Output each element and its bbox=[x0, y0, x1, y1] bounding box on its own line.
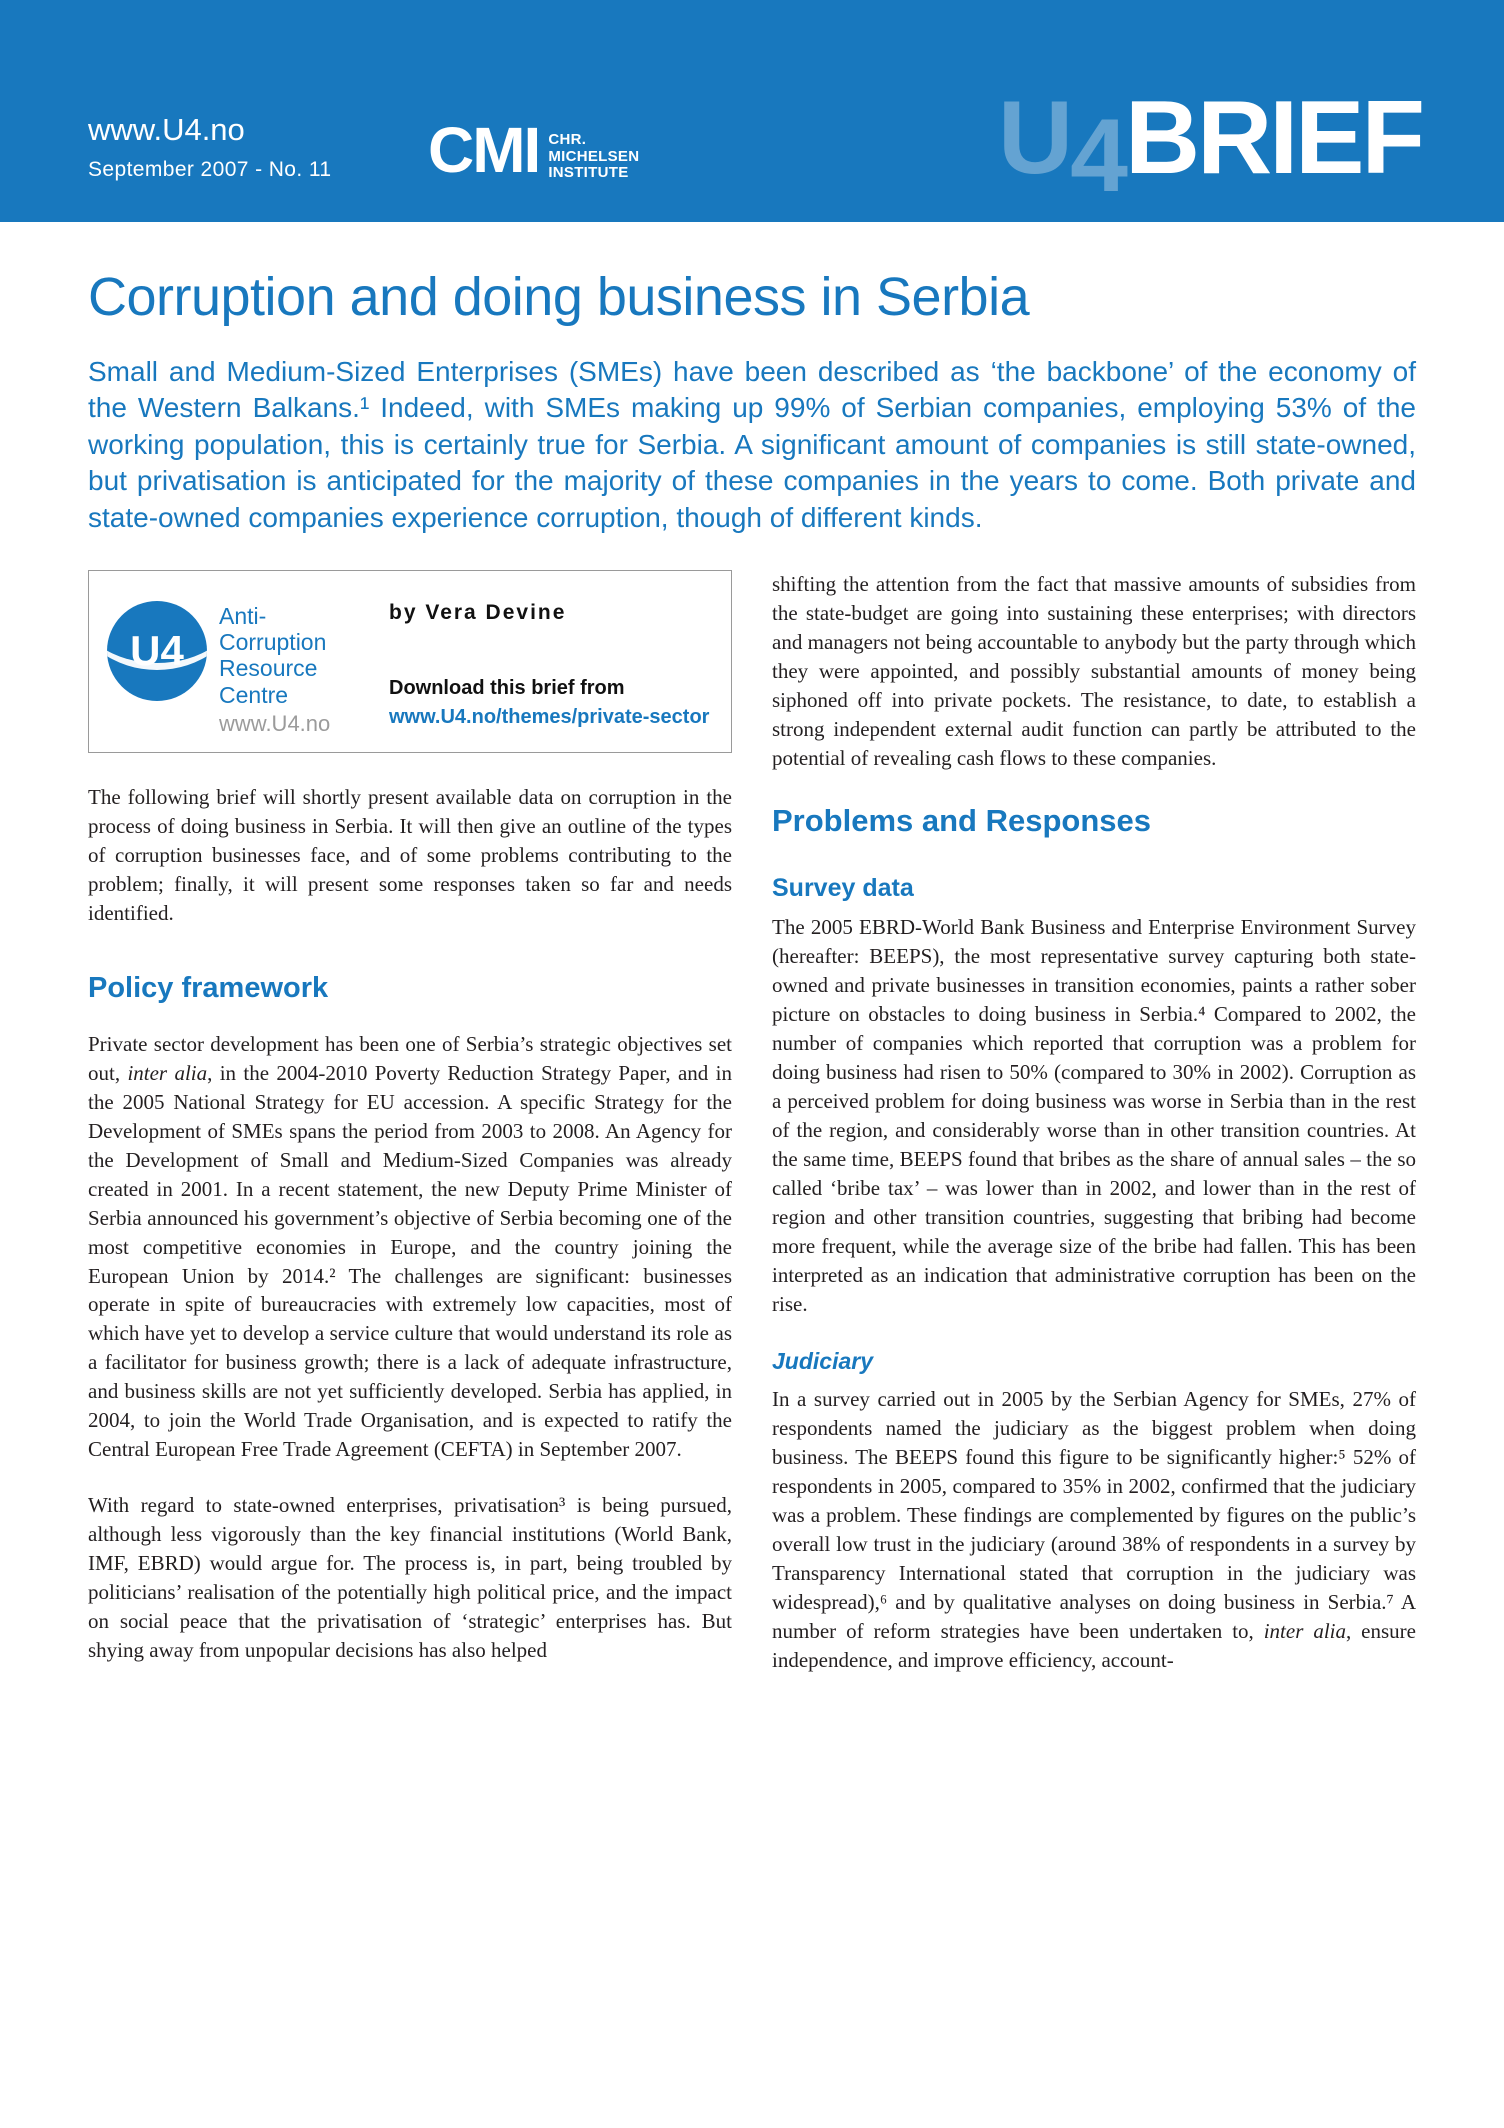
site-url: www.U4.no bbox=[88, 112, 245, 147]
intro-paragraph: The following brief will shortly present available data on corruption in the process of doing business in Serbia. It will then give an outline of the types of corruption businesses face, and of some problems contributing to the problem; finally, it will present some responses taken so far and needs identified. bbox=[88, 784, 732, 925]
org-name-line1: Anti- bbox=[219, 602, 267, 629]
problems-responses-heading: Problems and Responses bbox=[772, 802, 1152, 838]
survey-data-heading: Survey data bbox=[772, 873, 914, 902]
left-column bbox=[88, 570, 732, 1702]
u4brief-u4 bbox=[998, 80, 1125, 214]
judiciary-heading: Judiciary bbox=[772, 1347, 873, 1374]
judiciary-text-a: In a survey carried out in 2005 by the Serbian Agency for SMEs, 27% of respondents named the judiciary as the biggest problem when doing business. The BEEPS found this figure to be significantly higher:⁵ 52% of respondents in 2005, compared to 35% in 2002, confirmed that the judiciary was a problem. These findings are complemented by figures on the public’s overall low trust in the judiciary (around 38% of respondents in a survey by Transparency International stated that corruption in the judiciary was widespread),⁶ and by qualitative analyses on doing business in Serbia.⁷ A number of reform strategies have been undertaken to, bbox=[772, 1387, 1416, 1644]
policy-p1-italic: inter alia bbox=[127, 1060, 208, 1085]
policy-paragraph-2: With regard to state-owned enterprises, privatisation³ is being pursued, although less vigorously than the key financial institutions (World Bank, IMF, EBRD) would argue for. The process is, in part, being troubled by politicians’ realisation of the potentially high political price, and the impact on social peace that the privatisation of ‘strategic’ enterprises has. But shying away from unpopular decisions has also helped bbox=[88, 1493, 732, 1663]
page-title: Corruption and doing business in Serbia bbox=[88, 267, 1030, 327]
policy-p1-text-b: , in the 2004-2010 Poverty Reduction Strategy Paper, and in the 2005 National Strategy for EU accession. A specific Strategy for the Development of SMEs spans the period from 2003 to 2008. An Agency for the Development of Small and Medium-Sized Companies was already created in 2001. In a recent statement, the new Deputy Prime Minister of Serbia announced his government’s objective of Serbia becoming one of the most competitive economies in Europe, and the country joining the European Union by 2014.² The challenges are significant: businesses operate in spite of bureaucracies with extremely low capacities, most of which have yet to develop a service culture that would understand its role as a facilitator for business growth; there is a lack of adequate infrastructure, and business skills are not yet sufficiently developed. Serbia has applied, in 2004, to join the World Trade Organisation, and is expected to ratify the Central European Free Trade Agreement (CEFTA) in September 2007. bbox=[88, 1060, 732, 1462]
cmi-name-line2: MICHELSEN bbox=[548, 147, 640, 165]
org-name-line4: Centre bbox=[219, 681, 289, 708]
policy-paragraph-1 bbox=[88, 1030, 732, 1465]
org-url: www.U4.no bbox=[219, 710, 331, 736]
cmi-institute-name bbox=[548, 132, 639, 182]
lead-paragraph: Small and Medium-Sized Enterprises (SMEs) have been described as ‘the backbone’ of the economy of the Western Balkans.¹ Indeed, with SMEs making up 99% of Serbian companies, employing 53% of the working population, this is certainly true for Serbia. A significant amount of companies is still state-owned, but privatisation is anticipated for the majority of these companies in the years to come. Both private and state-owned companies experience corruption, though of different kinds. bbox=[88, 356, 1416, 533]
u4-circle-logo bbox=[107, 601, 207, 701]
info-box-details bbox=[379, 587, 713, 736]
u4brief-brief: BRIEF bbox=[1125, 80, 1422, 196]
u4-logo-text: U4 bbox=[130, 626, 184, 674]
continuation-paragraph: shifting the attention from the fact that massive amounts of subsidies from the state-budget are going into sustaining these enterprises; with directors and managers not being accountable to anybody but the party through which they were appointed, and possibly substantial amounts of money being siphoned off into private pockets. The resistance, to date, to establish a strong independent external audit function can partly be attributed to the potential of revealing cash flows to these companies. bbox=[772, 571, 1416, 770]
download-block bbox=[389, 675, 713, 732]
two-column-layout bbox=[88, 570, 1416, 1702]
cmi-logo bbox=[428, 114, 640, 186]
org-name-line2: Corruption bbox=[219, 629, 327, 656]
u4brief-logo bbox=[998, 80, 1422, 214]
cmi-abbreviation: CMI bbox=[428, 114, 540, 186]
header-band bbox=[0, 0, 1504, 222]
policy-framework-heading: Policy framework bbox=[88, 971, 329, 1004]
org-name-block bbox=[219, 603, 330, 736]
u4brief-4: 4 bbox=[1070, 98, 1125, 214]
info-box-branding bbox=[107, 587, 379, 736]
article-body bbox=[0, 266, 1504, 1702]
byline: by Vera Devine bbox=[389, 600, 567, 624]
cmi-name-line3: INSTITUTE bbox=[548, 164, 629, 181]
download-link[interactable]: www.U4.no/themes/private-sector bbox=[389, 705, 710, 728]
judiciary-text-b: , ensure independence, and improve efficiency, account- bbox=[772, 1619, 1416, 1673]
info-box bbox=[88, 570, 732, 753]
cmi-name-line1: CHR. bbox=[548, 131, 587, 148]
issue-date: September 2007 - No. 11 bbox=[88, 158, 332, 181]
u4brief-u: U bbox=[998, 80, 1071, 196]
survey-paragraph: The 2005 EBRD-World Bank Business and Enterprise Environment Survey (hereafter: BEEPS), the most representative survey capturing both state-owned and private businesses in transition economies, paints a rather sober picture on obstacles to doing business in Serbia.⁴ Compared to 2002, the number of companies which reported that corruption was a problem for doing business had risen to 50% (compared to 30% in 2002). Corruption as a perceived problem for doing business was worse in Serbia than in the rest of the region, and considerably worse than in other transition countries. At the same time, BEEPS found that bribes as the share of annual sales – the so called ‘bribe tax’ – was lower than in 2002, and lower than in the rest of region and other transition countries, suggesting that bribing had become more frequent, while the average size of the bribe had fallen. This has been interpreted as an indication that administrative corruption has been on the rise. bbox=[772, 915, 1416, 1316]
download-label: Download this brief from bbox=[389, 677, 625, 700]
judiciary-italic: inter alia bbox=[1263, 1619, 1346, 1644]
org-name-line3: Resource bbox=[219, 655, 318, 682]
judiciary-paragraph bbox=[772, 1385, 1416, 1675]
right-column bbox=[772, 570, 1416, 1702]
policy-p1-text-a: Private sector development has been one of Serbia’s strategic objectives set out, bbox=[88, 1031, 732, 1085]
